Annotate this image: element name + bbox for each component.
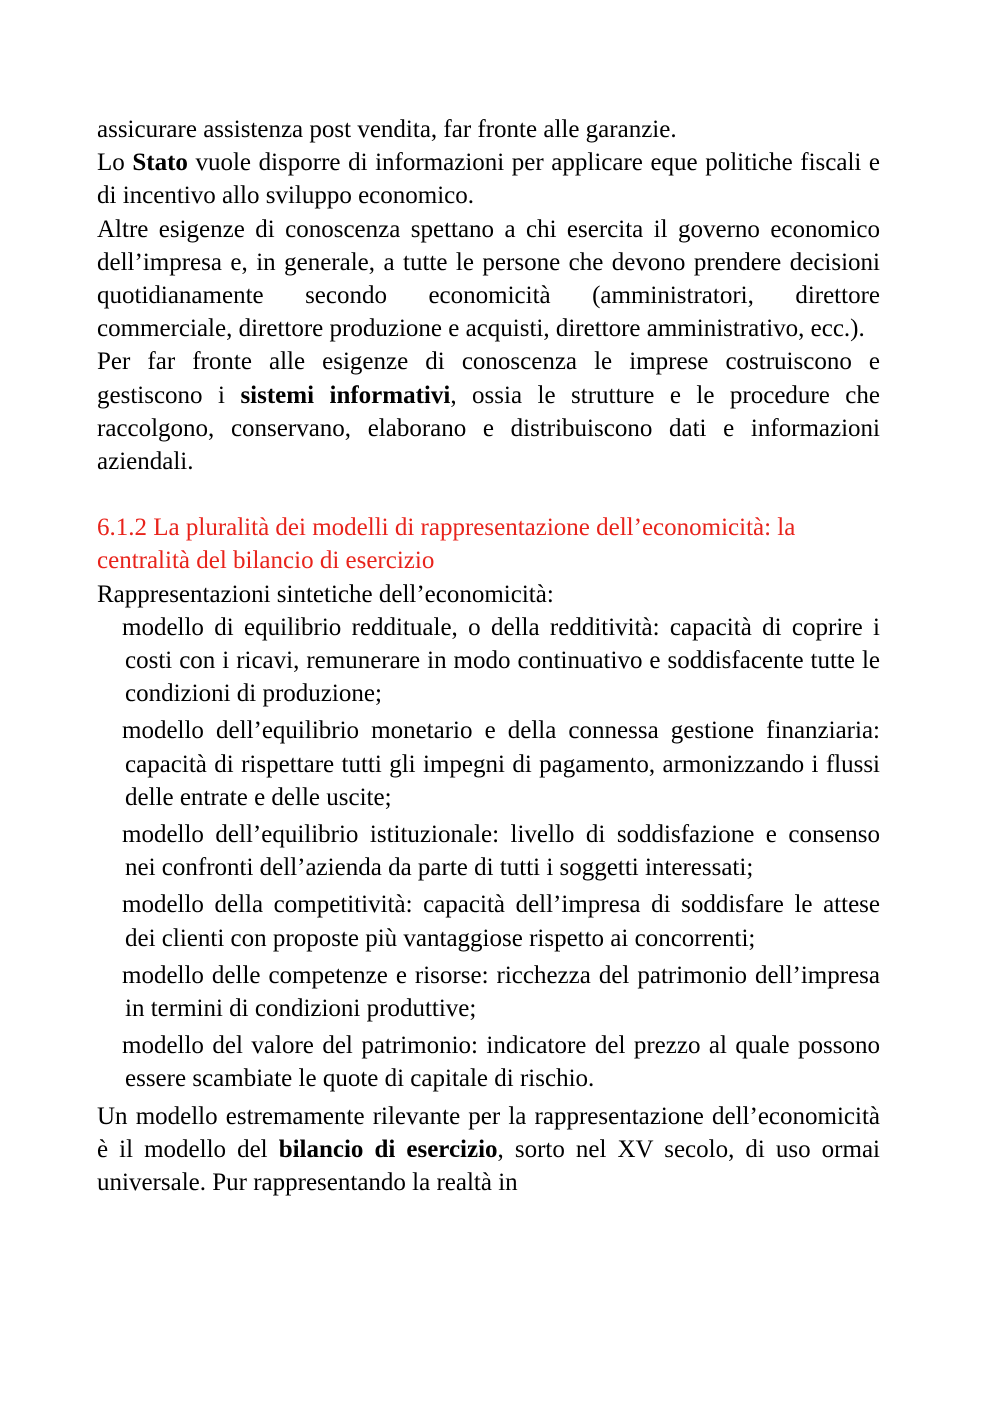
text-run: Per far fronte alle esigenze di conoscenza le imprese costruiscono e gestiscono i bbox=[97, 348, 880, 409]
text-run: , ossia le strutture e le procedure che raccolgono, conservano, elaborano e distribuiscono dati e informazioni aziendali. bbox=[97, 381, 880, 476]
bold-term-stato: Stato bbox=[132, 149, 188, 177]
list-intro: Rappresentazioni sintetiche dell’economicità: bbox=[97, 580, 554, 608]
text-run: Lo bbox=[97, 149, 133, 177]
paragraph-bilancio bbox=[97, 1100, 880, 1200]
list-item: modello del valore del patrimonio: indicatore del prezzo al quale possono essere scambiate le quote di capitale di rischio. bbox=[122, 1032, 880, 1093]
list-item: modello di equilibrio reddituale, o della redditività: capacità di coprire i costi con i ricavi, remunerare in modo continuativo e soddisfacente tutte le condizioni di produzione; bbox=[122, 613, 880, 708]
bold-term-sistemi-informativi: sistemi informativi bbox=[240, 381, 451, 409]
paragraph-state bbox=[97, 146, 880, 212]
paragraph-knowledge-needs: Altre esigenze di conoscenza spettano a chi esercita il governo economico dell’impresa e, in generale, a tutte le persone che devono prendere decisioni quotidianamente secondo economicità (amministratori, direttore commerciale, direttore produzione e acquisti, direttore amministrativo, ecc.). bbox=[97, 215, 880, 343]
text-run: , sorto nel XV secolo, di uso ormai universale. Pur rappresentando la realtà in bbox=[97, 1135, 880, 1197]
models-list bbox=[97, 611, 880, 1096]
bold-term-bilancio-di-esercizio: bilancio di esercizio bbox=[278, 1135, 498, 1163]
list-item: modello dell’equilibrio istituzionale: livello di soddisfazione e consenso nei confronti dell’azienda da parte di tutti i soggetti interessati; bbox=[122, 821, 880, 882]
page-content bbox=[97, 113, 880, 1199]
list-item: modello delle competenze e risorse: ricchezza del patrimonio dell’impresa in termini di condizioni produttive; bbox=[122, 961, 880, 1023]
section-heading: 6.1.2 La pluralità dei modelli di rappresentazione dell’economicità: la centralità del bilancio di esercizio bbox=[97, 514, 796, 575]
list-item: modello dell’equilibrio monetario e della connessa gestione finanziaria: capacità di rispettare tutti gli impegni di pagamento, armonizzando i flussi delle entrate e delle uscite; bbox=[122, 717, 880, 811]
paragraph-warranty: assicurare assistenza post vendita, far fronte alle garanzie. bbox=[97, 116, 677, 143]
list-item: modello della competitività: capacità dell’impresa di soddisfare le attese dei clienti con proposte più vantaggiose rispetto ai concorrenti; bbox=[122, 891, 880, 952]
text-run: Un modello estremamente rilevante per la rappresentazione dell’economicità è il modello del bbox=[97, 1102, 880, 1163]
paragraph-information-systems bbox=[97, 345, 880, 478]
text-run: vuole disporre di informazioni per applicare eque politiche fiscali e di incentivo allo sviluppo economico. bbox=[97, 149, 880, 210]
